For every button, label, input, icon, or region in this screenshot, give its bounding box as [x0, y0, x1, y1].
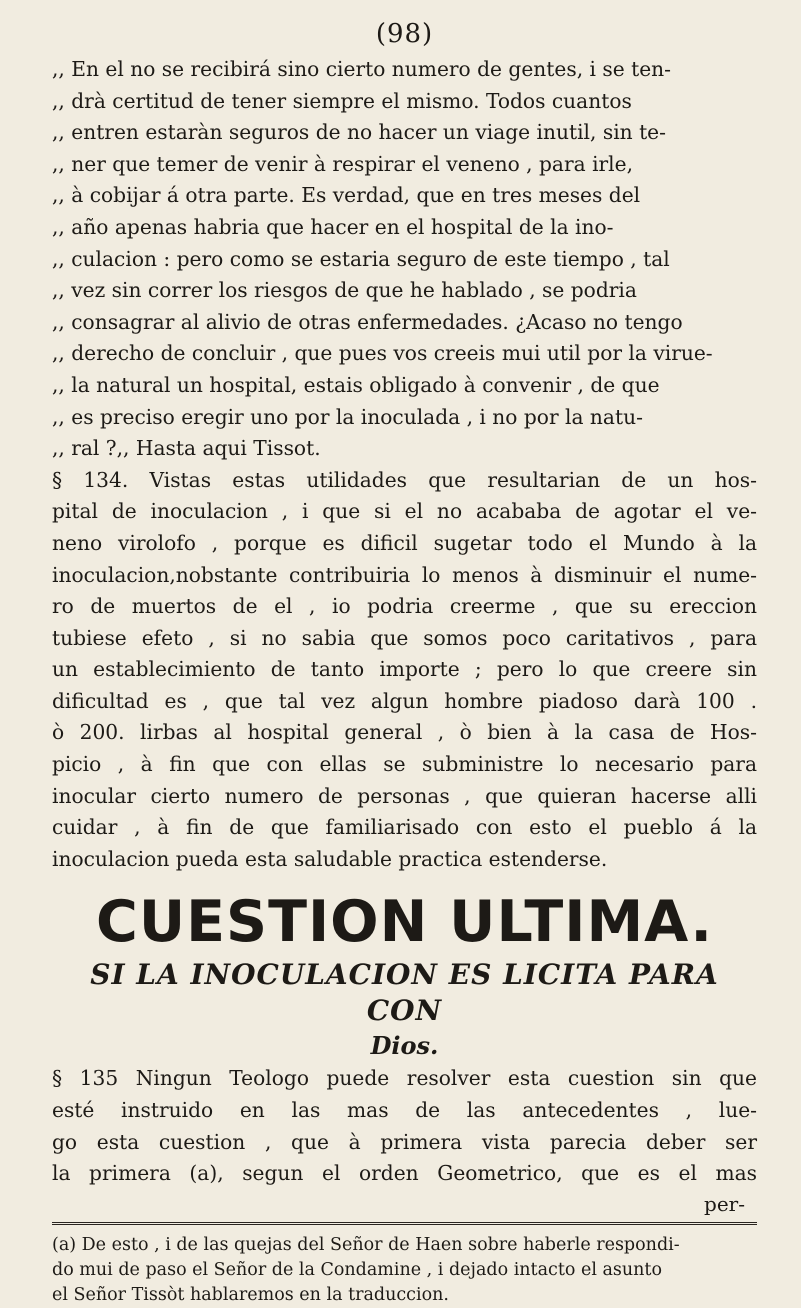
quote-line: ,, es preciso eregir uno por la inoculada , i no por la natu- — [52, 404, 643, 429]
paragraph-135 — [52, 1063, 757, 1189]
catchword: per- — [704, 1191, 745, 1216]
text-line: la primera (a), segun el orden Geometrico, que es el mas — [52, 1161, 757, 1186]
section-subheading: SI LA INOCULACION ES LICITA PARA CON — [90, 958, 719, 1028]
text-line: ro de muertos de el , io podria creerme , que su ereccion — [52, 594, 757, 619]
quote-line: ,, la natural un hospital, estais obligado à convenir , de que — [52, 372, 660, 397]
quote-line: ,, En el no se recibirá sino cierto numero de gentes, i se ten- — [52, 57, 672, 81]
quote-line: ,, vez sin correr los riesgos de que he hablado , se podria — [52, 278, 637, 303]
footnote-line: do mui de paso el Señor de la Condamine , i dejado intacto el asunto — [52, 1259, 662, 1280]
text-line: tubiese efeto , si no sabia que somos poco caritativos , para — [52, 625, 757, 650]
text-line: inocular cierto numero de personas , que quieran hacerse alli — [52, 783, 757, 808]
quote-line: ,, culacion : pero como se estaria seguro de este tiempo , tal — [52, 246, 670, 271]
text-line: go esta cuestion , que à primera vista parecia deber ser — [52, 1129, 757, 1154]
text-line: § 134. Vistas estas utilidades que resultarian de un hos- — [52, 467, 757, 492]
text-line: pital de inoculacion , i que si el no acababa de agotar el ve- — [52, 499, 757, 524]
text-line: picio , à fin que con ellas se subministre lo necesario para — [52, 752, 757, 777]
text-line: § 135 Ningun Teologo puede resolver esta cuestion sin que — [52, 1066, 757, 1091]
quote-block — [52, 54, 757, 465]
footnote — [52, 1233, 757, 1308]
quote-line: ,, entren estaràn seguros de no hacer un viage inutil, sin te- — [52, 120, 666, 145]
section-subheading-continued: Dios. — [370, 1031, 439, 1061]
page-number: (98) — [375, 19, 434, 49]
text-line: un establecimiento de tanto importe ; pero lo que creere sin — [52, 657, 757, 682]
text-line: inoculacion pueda esta saludable practica estenderse. — [52, 846, 608, 871]
quote-line: ,, derecho de concluir , que pues vos creeis mui util por la virue- — [52, 341, 713, 366]
text-line: dificultad es , que tal vez algun hombre piadoso darà 100 . — [52, 688, 757, 713]
quote-line: ,, à cobijar á otra parte. Es verdad, que en tres meses del — [52, 183, 641, 208]
quote-line: ,, drà certitud de tener siempre el mismo. Todos cuantos — [52, 88, 632, 113]
footnote-divider — [52, 1222, 757, 1225]
quote-line: ,, año apenas habria que hacer en el hospital de la ino- — [52, 214, 614, 239]
footnote-line: el Señor Tissòt hablaremos en la traduccion. — [52, 1284, 449, 1305]
text-line: neno virolofo , porque es dificil sugetar todo el Mundo à la — [52, 530, 757, 555]
footnote-line: (a) De esto , i de las quejas del Señor de Haen sobre haberle respondi- — [52, 1234, 680, 1255]
paragraph-134 — [52, 465, 757, 876]
text-line: esté instruido en las mas de las antecedentes , lue- — [52, 1098, 757, 1123]
quote-line: ,, consagrar al alivio de otras enfermedades. ¿Acaso no tengo — [52, 309, 683, 334]
text-line: inoculacion,nobstante contribuiria lo menos à disminuir el nume- — [52, 562, 757, 587]
text-line: cuidar , à fin de que familiarisado con esto el pueblo á la — [52, 815, 757, 840]
quote-line: ,, ner que temer de venir à respirar el veneno , para irle, — [52, 151, 633, 176]
section-heading: CUESTION ULTIMA. — [95, 889, 713, 956]
quote-line: ,, ral ?,, Hasta aqui Tissot. — [52, 436, 321, 461]
text-line: ò 200. lirbas al hospital general , ò bien à la casa de Hos- — [52, 720, 757, 745]
